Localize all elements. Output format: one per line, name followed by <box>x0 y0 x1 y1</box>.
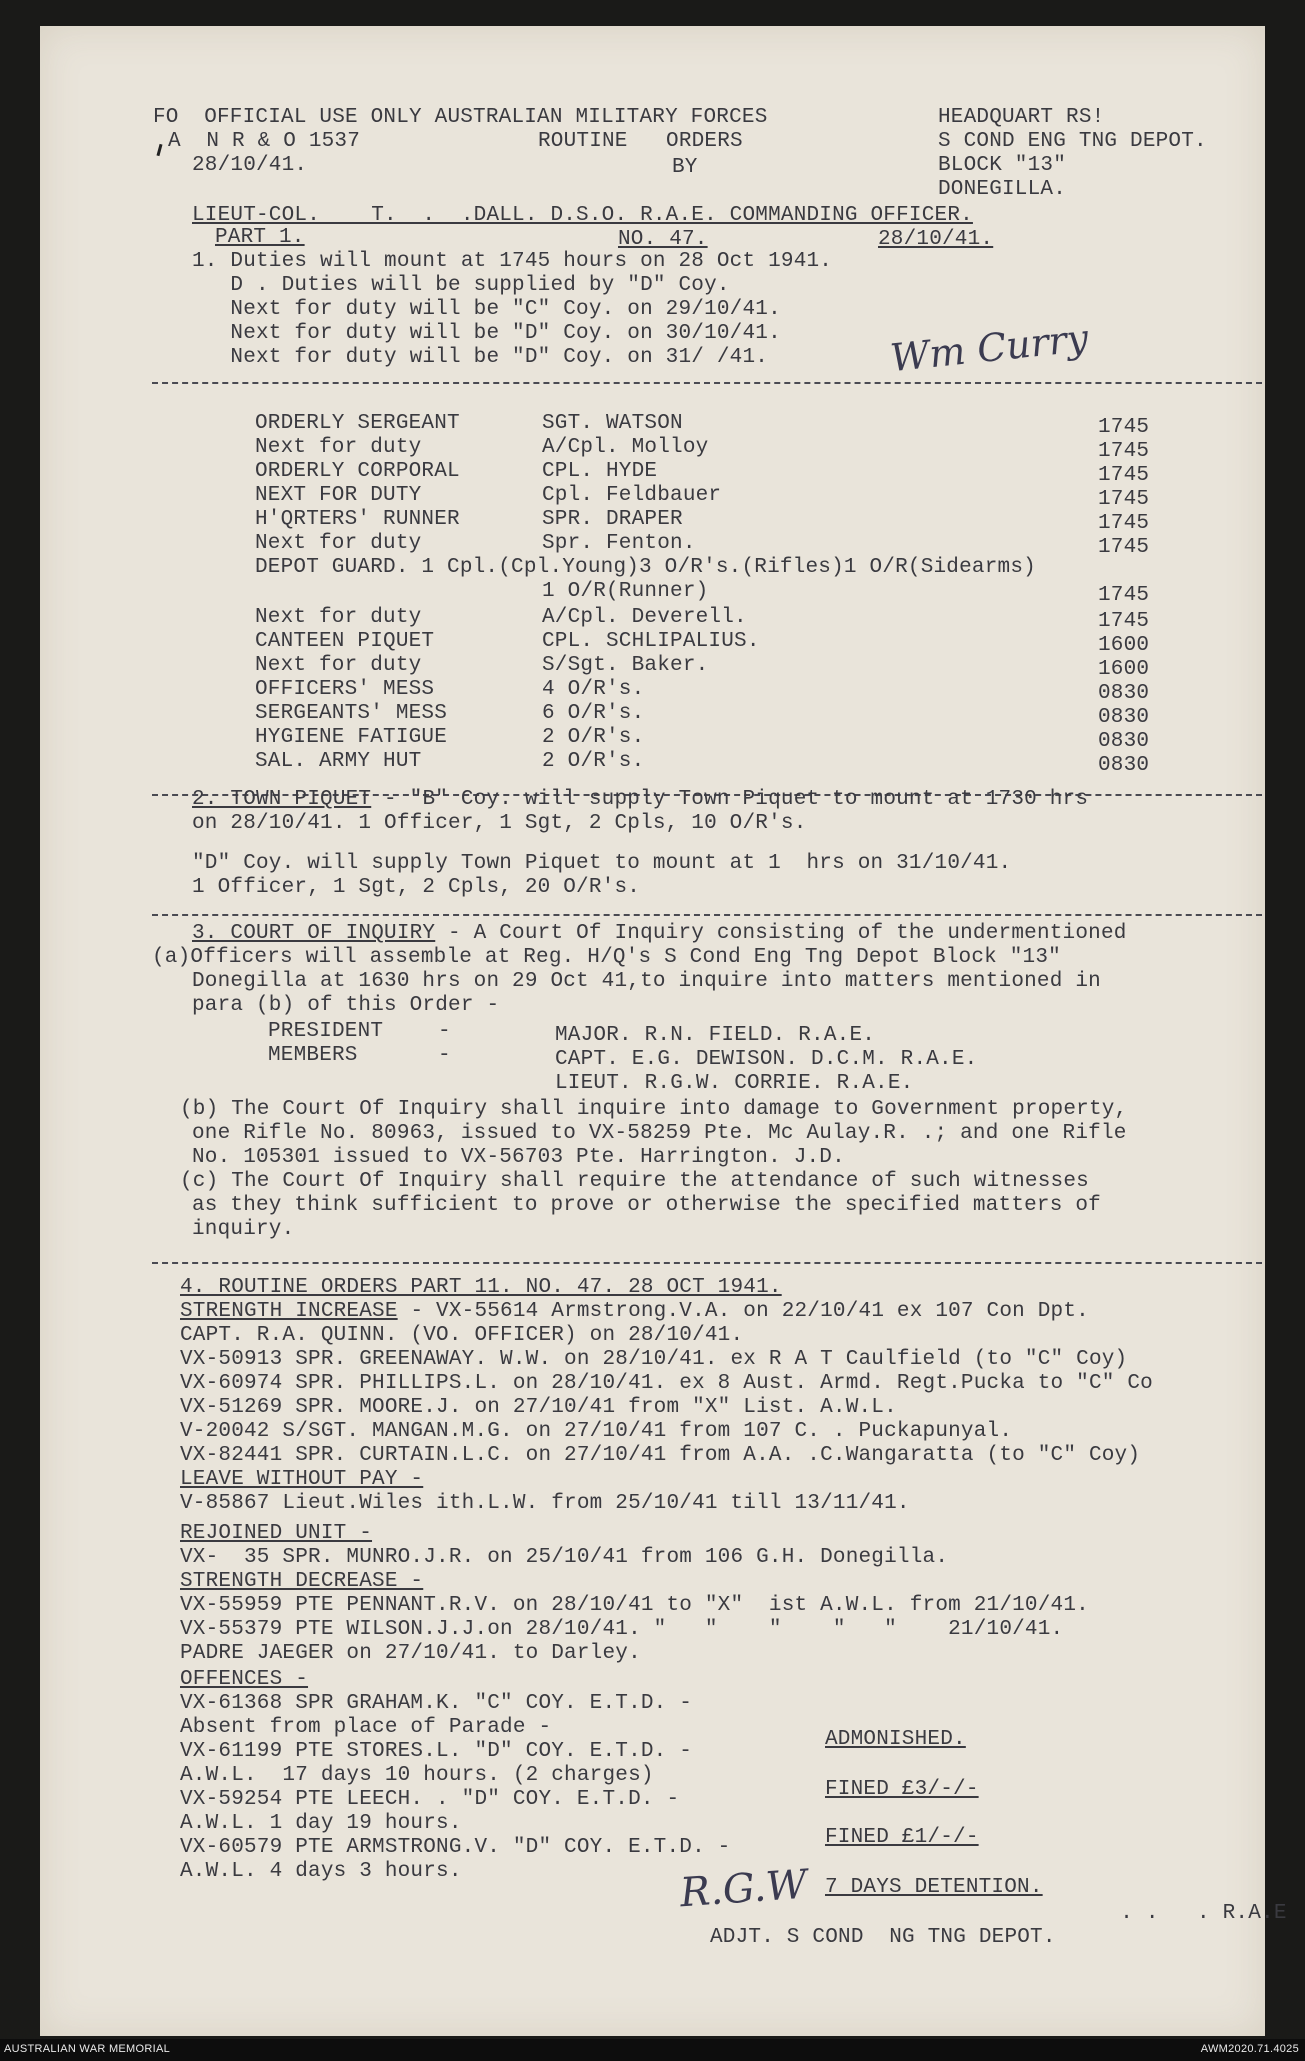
strength-increase-line5: VX-51269 SPR. MOORE.J. on 27/10/41 from "X" List. A.W.L. <box>180 1396 897 1419</box>
duty-time: 1745 <box>1098 416 1150 439</box>
strength-decrease-line1: VX-55959 PTE PENNANT.R.V. on 28/10/41 to "X" ist A.W.L. from 21/10/41. <box>180 1594 1089 1617</box>
duty-name: CPL. HYDE <box>542 460 658 483</box>
president-dash: - <box>438 1020 451 1043</box>
duty-name: A/Cpl. Molloy <box>542 436 709 459</box>
para3-line2: (a)Officers will assemble at Reg. H/Q's S Cond Eng Tng Depot Block "13" <box>152 946 1061 969</box>
duty-role: ORDERLY CORPORAL <box>255 460 460 483</box>
para3-b-line1: (b) The Court Of Inquiry shall inquire into damage to Government property, <box>180 1098 1128 1121</box>
header-block: BLOCK "13" <box>938 154 1067 177</box>
divider <box>152 382 1262 384</box>
strength-increase-line2: CAPT. R.A. QUINN. (VO. OFFICER) on 28/10/41. <box>180 1324 744 1347</box>
leave-line1: V-85867 Lieut.Wiles ith.L.W. from 25/10/41 till 13/11/41. <box>180 1492 910 1515</box>
para1-line4: Next for duty will be "D" Coy. on 30/10/41. <box>192 322 781 345</box>
offence-2-detail: A.W.L. 17 days 10 hours. (2 charges) <box>180 1764 654 1787</box>
duty-role: OFFICERS' MESS <box>255 678 435 701</box>
para1-line5: Next for duty will be "D" Coy. on 31/ /41. <box>192 346 769 369</box>
para3-c-line2: as they think sufficient to prove or otherwise the specified matters of <box>192 1194 1101 1217</box>
offence-2: VX-61199 PTE STORES.L. "D" COY. E.T.D. - <box>180 1740 693 1763</box>
punishment-4: 7 DAYS DETENTION. <box>825 1876 1043 1899</box>
strength-increase-line3: VX-50913 SPR. GREENAWAY. W.W. on 28/10/41. ex R A T Caulfield (to "C" Coy) <box>180 1348 1128 1371</box>
member-name-1: CAPT. E.G. DEWISON. D.C.M. R.A.E. <box>555 1048 978 1071</box>
duty-role: SERGEANTS' MESS <box>255 702 448 725</box>
part-label: PART 1. <box>215 226 305 249</box>
para3-heading: 3. COURT OF INQUIRY <box>192 922 436 945</box>
para2-line1: - "B" Coy. will supply Town Piquet to mount at 1730 hrs <box>371 788 1089 811</box>
depot-guard-runner: 1 O/R(Runner) <box>542 580 709 603</box>
divider <box>152 914 1262 916</box>
footer-accession: AWM2020.71.4025 <box>1200 2043 1299 2055</box>
president-name: MAJOR. R.N. FIELD. R.A.E. <box>555 1024 876 1047</box>
depot-guard-time: 1745 <box>1098 584 1150 607</box>
punishment-3: FINED £1/-/- <box>825 1826 979 1849</box>
duty-name: S/Sgt. Baker. <box>542 654 709 677</box>
header-classification: FO OFFICIAL USE ONLY AUSTRALIAN MILITARY FORCES <box>153 106 768 129</box>
para4-heading: 4. ROUTINE ORDERS PART 11. NO. 47. 28 OCT 1941. <box>180 1276 782 1299</box>
initials-signature: Wm Curry <box>888 315 1091 381</box>
strength-decrease-heading: STRENGTH DECREASE - <box>180 1570 424 1593</box>
duty-role: Next for duty <box>255 606 422 629</box>
header-location: DONEGILLA. <box>938 178 1067 201</box>
rejoined-line1: VX- 35 SPR. MUNRO.J.R. on 25/10/41 from 106 G.H. Donegilla. <box>180 1546 949 1569</box>
rejoined-heading: REJOINED UNIT - <box>180 1522 373 1545</box>
offence-1-detail: Absent from place of Parade - <box>180 1716 552 1739</box>
duty-name: Cpl. Feldbauer <box>542 484 722 507</box>
document-page <box>40 26 1287 2036</box>
strength-increase-line4: VX-60974 SPR. PHILLIPS.L. on 28/10/41. ex 8 Aust. Armd. Regt.Pucka to "C" Co <box>180 1372 1153 1395</box>
offence-4-detail: A.W.L. 4 days 3 hours. <box>180 1860 462 1883</box>
duty-time: 0830 <box>1098 754 1150 777</box>
strength-increase-line6: V-20042 S/SGT. MANGAN.M.G. on 27/10/41 from 107 C. . Puckapunyal. <box>180 1420 1013 1443</box>
header-unit: S COND ENG TNG DEPOT. <box>938 130 1207 153</box>
duty-role: ORDERLY SERGEANT <box>255 412 460 435</box>
leave-heading: LEAVE WITHOUT PAY - <box>180 1468 424 1491</box>
offence-4: VX-60579 PTE ARMSTRONG.V. "D" COY. E.T.D. - <box>180 1836 731 1859</box>
duty-role: NEXT FOR DUTY <box>255 484 422 507</box>
header-hq: HEADQUART RS! <box>938 106 1105 129</box>
duty-time: 0830 <box>1098 730 1150 753</box>
para3-c-line3: inquiry. <box>192 1218 295 1241</box>
depot-guard-line: DEPOT GUARD. 1 Cpl.(Cpl.Young)3 O/R's.(Rifles)1 O/R(Sidearms) <box>255 556 1036 579</box>
order-number: NO. 47. <box>618 228 708 251</box>
para3-c-line1: (c) The Court Of Inquiry shall require the attendance of such witnesses <box>180 1170 1089 1193</box>
para2-heading: 2. TOWN PIQUET <box>192 788 372 811</box>
header-date: 28/10/41. <box>192 154 308 177</box>
punishment-2: FINED £3/-/- <box>825 1778 979 1801</box>
strength-decrease-line3: PADRE JAEGER on 27/10/41. to Darley. <box>180 1642 641 1665</box>
duty-name: SGT. WATSON <box>542 412 683 435</box>
duty-time: 0830 <box>1098 706 1150 729</box>
margin-mark <box>156 144 162 156</box>
offences-heading: OFFENCES - <box>180 1668 309 1691</box>
duty-time: 1745 <box>1098 464 1150 487</box>
president-label: PRESIDENT <box>268 1020 384 1043</box>
para3-b-line2: one Rifle No. 80963, issued to VX-58259 Pte. Mc Aulay.R. .; and one Rifle <box>192 1122 1127 1145</box>
duty-time: 1745 <box>1098 536 1150 559</box>
duty-role: Next for duty <box>255 654 422 677</box>
para3-line3: Donegilla at 1630 hrs on 29 Oct 41,to inquire into matters mentioned in <box>192 970 1101 993</box>
duty-name: 6 O/R's. <box>542 702 645 725</box>
header-by: BY <box>672 156 698 179</box>
punishment-1: ADMONISHED. <box>825 1728 966 1751</box>
duty-name: 2 O/R's. <box>542 726 645 749</box>
offence-1: VX-61368 SPR GRAHAM.K. "C" COY. E.T.D. - <box>180 1692 693 1715</box>
adjutant-rank: . . . R.A.E <box>1005 1902 1287 1925</box>
member-name-2: LIEUT. R.G.W. CORRIE. R.A.E. <box>555 1072 914 1095</box>
header-routine-orders: ROUTINE ORDERS <box>538 130 743 153</box>
duty-role: Next for duty <box>255 532 422 555</box>
duty-name: A/Cpl. Deverell. <box>542 606 747 629</box>
commanding-officer: LIEUT-COL. T. . .DALL. D.S.O. R.A.E. COMMANDING OFFICER. <box>192 204 973 227</box>
duty-name: Spr. Fenton. <box>542 532 696 555</box>
header-reference: A N R & O 1537 <box>168 130 361 153</box>
duty-time: 1745 <box>1098 610 1150 633</box>
adjutant-signature: R.G.W <box>678 1861 809 1917</box>
offence-3: VX-59254 PTE LEECH. . "D" COY. E.T.D. - <box>180 1788 680 1811</box>
order-date: 28/10/41. <box>878 228 994 251</box>
duty-role: SAL. ARMY HUT <box>255 750 422 773</box>
duty-time: 1745 <box>1098 440 1150 463</box>
para2-line2: on 28/10/41. 1 Officer, 1 Sgt, 2 Cpls, 10 O/R's. <box>192 812 807 835</box>
strength-increase-line7: VX-82441 SPR. CURTAIN.L.C. on 27/10/41 from A.A. .C.Wangaratta (to "C" Coy) <box>180 1444 1141 1467</box>
duty-role: HYGIENE FATIGUE <box>255 726 448 749</box>
divider <box>152 1262 1262 1264</box>
para2-line4: 1 Officer, 1 Sgt, 2 Cpls, 20 O/R's. <box>192 876 641 899</box>
members-dash: - <box>438 1044 451 1067</box>
para1-line2: D . Duties will be supplied by "D" Coy. <box>192 274 730 297</box>
duty-time: 1745 <box>1098 488 1150 511</box>
offence-3-detail: A.W.L. 1 day 19 hours. <box>180 1812 462 1835</box>
footer-source: AUSTRALIAN WAR MEMORIAL <box>4 2043 171 2055</box>
duty-name: SPR. DRAPER <box>542 508 683 531</box>
strength-increase-heading: STRENGTH INCREASE <box>180 1300 398 1323</box>
para1-line3: Next for duty will be "C" Coy. on 29/10/41. <box>192 298 781 321</box>
strength-increase-line1: - VX-55614 Armstrong.V.A. on 22/10/41 ex 107 Con Dpt. <box>397 1300 1089 1323</box>
para3-line4: para (b) of this Order - <box>192 994 500 1017</box>
para3-line1: - A Court Of Inquiry consisting of the undermentioned <box>435 922 1127 945</box>
duty-time: 1600 <box>1098 658 1150 681</box>
duty-name: 2 O/R's. <box>542 750 645 773</box>
duty-name: CPL. SCHLIPALIUS. <box>542 630 760 653</box>
duty-role: CANTEEN PIQUET <box>255 630 435 653</box>
duty-name: 4 O/R's. <box>542 678 645 701</box>
duty-time: 0830 <box>1098 682 1150 705</box>
adjutant-title: ADJT. S COND NG TNG DEPOT. <box>710 1926 1056 1949</box>
archive-footer <box>0 2039 1305 2061</box>
para2-line3: "D" Coy. will supply Town Piquet to mount at 1 hrs on 31/10/41. <box>192 852 1012 875</box>
duty-role: Next for duty <box>255 436 422 459</box>
para3-b-line3: No. 105301 issued to VX-56703 Pte. Harrington. J.D. <box>192 1146 845 1169</box>
para1-line1: 1. Duties will mount at 1745 hours on 28 Oct 1941. <box>192 250 833 273</box>
duty-time: 1745 <box>1098 512 1150 535</box>
strength-decrease-line2: VX-55379 PTE WILSON.J.J.on 28/10/41. " " " " " 21/10/41. <box>180 1618 1064 1641</box>
duty-time: 1600 <box>1098 634 1150 657</box>
duty-role: H'QRTERS' RUNNER <box>255 508 460 531</box>
members-label: MEMBERS <box>268 1044 358 1067</box>
